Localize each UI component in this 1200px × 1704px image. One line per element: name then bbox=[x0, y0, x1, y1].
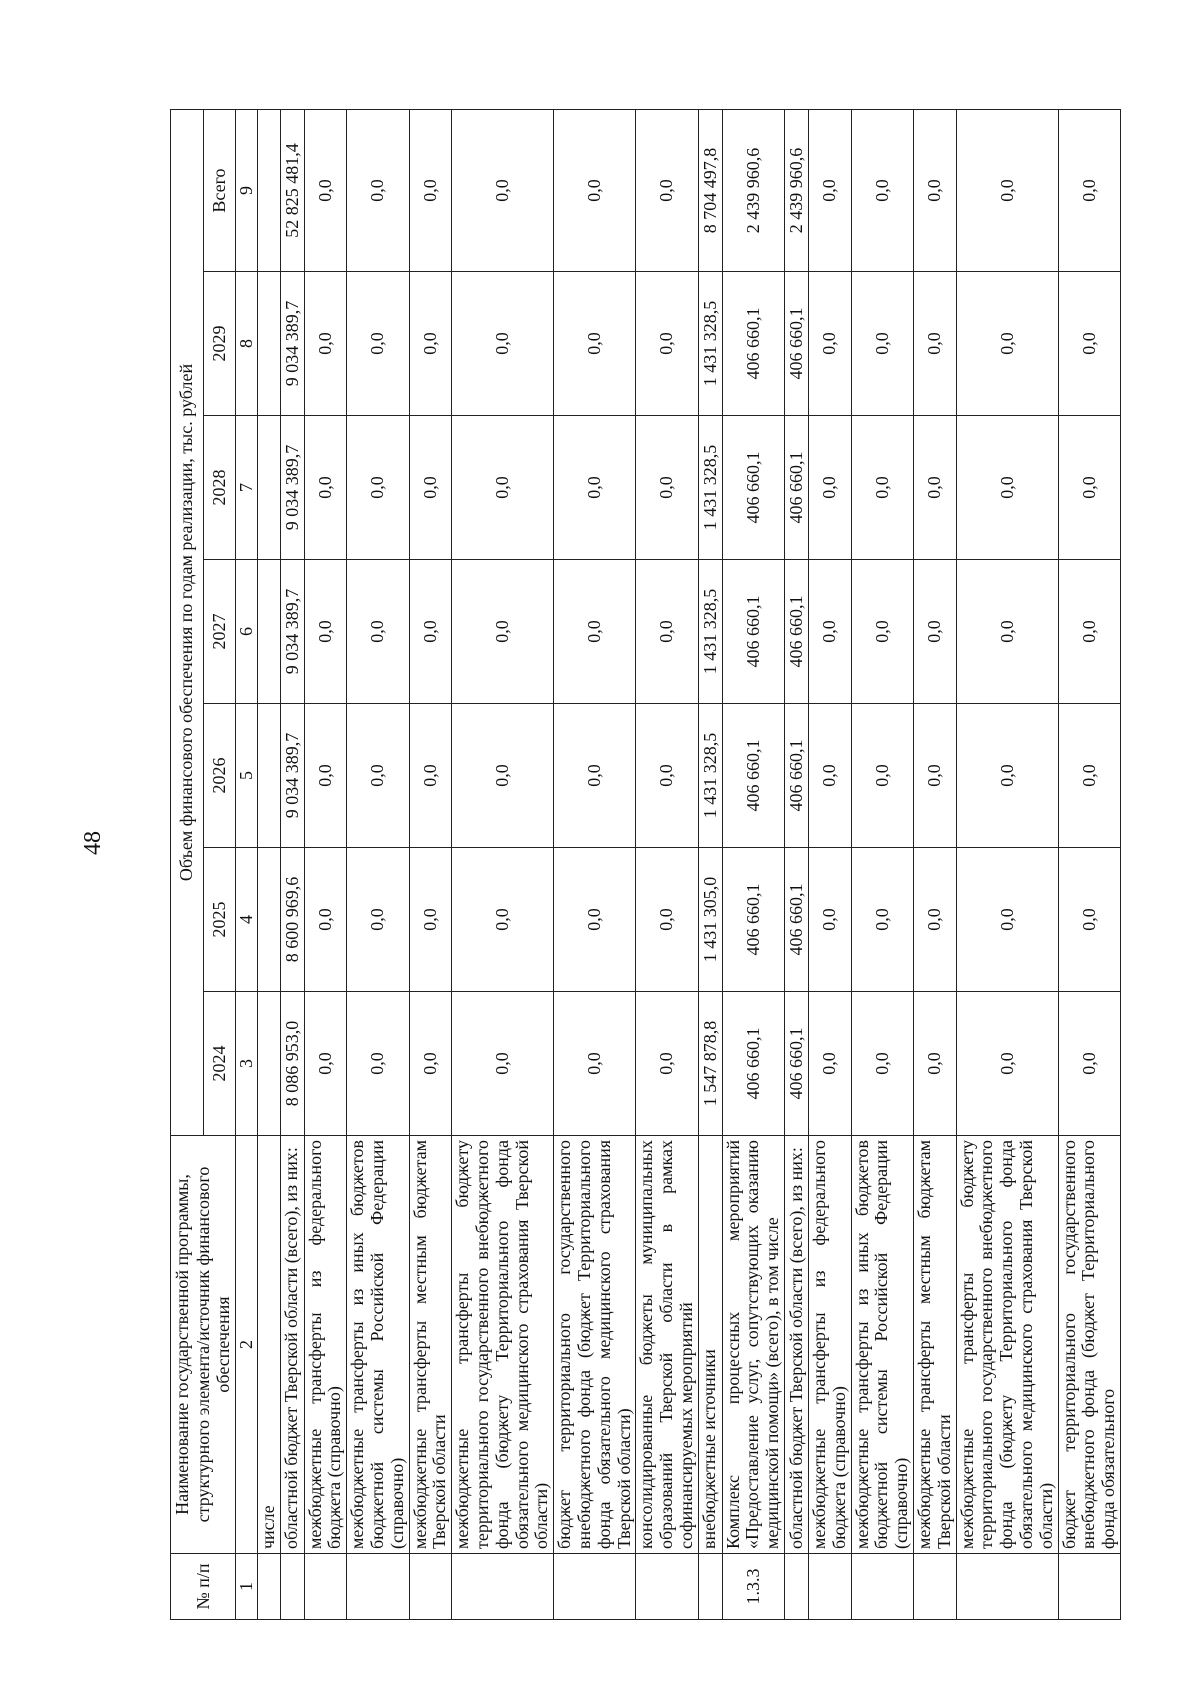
row-total: 0,0 bbox=[914, 110, 957, 272]
row-total: 2 439 960,6 bbox=[785, 110, 809, 272]
table-row bbox=[1058, 110, 1120, 1620]
row-name: межбюджетные трансферты бюджету территориального государственного внебюджетного фонда (бюджету Территориального фонда обязательного медицинского страхования Тверской области) bbox=[956, 1136, 1058, 1554]
row-total: 0,0 bbox=[636, 110, 698, 272]
row-value: 0,0 bbox=[347, 272, 409, 416]
row-value: 1 431 305,0 bbox=[698, 848, 722, 992]
row-value: 9 034 389,7 bbox=[280, 272, 304, 416]
row-value bbox=[257, 416, 280, 560]
row-name: числе bbox=[257, 1136, 280, 1554]
row-total: 0,0 bbox=[809, 110, 852, 272]
table-row bbox=[347, 110, 409, 1620]
row-value: 0,0 bbox=[1058, 848, 1120, 992]
row-value: 9 034 389,7 bbox=[280, 560, 304, 704]
table-row bbox=[809, 110, 852, 1620]
row-total: 0,0 bbox=[851, 110, 913, 272]
header-year: Всего bbox=[203, 110, 236, 272]
row-index bbox=[554, 1554, 636, 1620]
column-number: 8 bbox=[236, 272, 258, 416]
row-value: 0,0 bbox=[851, 416, 913, 560]
row-value: 0,0 bbox=[914, 560, 957, 704]
row-name: межбюджетные трансферты бюджету территориального государственного внебюджетного фонда (бюджету Территориального фонда обязательного медицинского страхования Тверской области) bbox=[452, 1136, 554, 1554]
column-number: 3 bbox=[236, 992, 258, 1136]
table-row bbox=[554, 110, 636, 1620]
row-name: межбюджетные трансферты из иных бюджетов бюджетной системы Российской Федерации (справочно) bbox=[851, 1136, 913, 1554]
row-name: консолидированные бюджеты муниципальных образований Тверской области в рамках софинансируемых мероприятий bbox=[636, 1136, 698, 1554]
row-value: 0,0 bbox=[1058, 992, 1120, 1136]
row-total: 0,0 bbox=[452, 110, 554, 272]
row-value: 0,0 bbox=[914, 704, 957, 848]
row-value: 0,0 bbox=[452, 272, 554, 416]
column-number: 4 bbox=[236, 848, 258, 992]
row-index: 1.3.3 bbox=[722, 1554, 784, 1620]
header-col-group: Объем финансового обеспечения по годам реализации, тыс. рублей bbox=[171, 110, 204, 1136]
row-name: областной бюджет Тверской области (всего), из них: bbox=[280, 1136, 304, 1554]
row-value: 0,0 bbox=[347, 704, 409, 848]
row-total: 0,0 bbox=[1058, 110, 1120, 272]
row-name: бюджет территориального государственного внебюджетного фонда (бюджет Территориального фонда обязательного медицинского страхования Тверской области) bbox=[554, 1136, 636, 1554]
row-value: 0,0 bbox=[409, 416, 452, 560]
row-value: 0,0 bbox=[554, 992, 636, 1136]
row-value: 0,0 bbox=[636, 704, 698, 848]
row-index bbox=[452, 1554, 554, 1620]
row-value: 0,0 bbox=[409, 992, 452, 1136]
row-index bbox=[1058, 1554, 1120, 1620]
row-index bbox=[347, 1554, 409, 1620]
row-value: 0,0 bbox=[636, 272, 698, 416]
row-value: 0,0 bbox=[809, 416, 852, 560]
row-value: 0,0 bbox=[809, 560, 852, 704]
row-total: 52 825 481,4 bbox=[280, 110, 304, 272]
table-row bbox=[280, 110, 304, 1620]
row-value bbox=[257, 272, 280, 416]
row-value: 0,0 bbox=[1058, 560, 1120, 704]
row-value: 0,0 bbox=[914, 848, 957, 992]
table-row bbox=[698, 110, 722, 1620]
header-year: 2027 bbox=[203, 560, 236, 704]
row-value bbox=[257, 992, 280, 1136]
row-value: 0,0 bbox=[636, 848, 698, 992]
header-year: 2029 bbox=[203, 272, 236, 416]
column-number: 2 bbox=[236, 1136, 258, 1554]
row-name: Комплекс процессных мероприятий «Предоставление услуг, сопутствующих оказанию медицинской помощи» (всего), в том числе bbox=[722, 1136, 784, 1554]
row-total: 8 704 497,8 bbox=[698, 110, 722, 272]
row-value: 1 431 328,5 bbox=[698, 704, 722, 848]
table-row bbox=[409, 110, 452, 1620]
row-value: 0,0 bbox=[636, 560, 698, 704]
row-value: 406 660,1 bbox=[785, 416, 809, 560]
column-number: 6 bbox=[236, 560, 258, 704]
row-value: 0,0 bbox=[452, 560, 554, 704]
row-value: 0,0 bbox=[409, 704, 452, 848]
row-total: 0,0 bbox=[956, 110, 1058, 272]
row-total: 0,0 bbox=[554, 110, 636, 272]
row-value: 0,0 bbox=[347, 416, 409, 560]
table-row bbox=[785, 110, 809, 1620]
row-value: 0,0 bbox=[409, 848, 452, 992]
row-value: 0,0 bbox=[304, 704, 347, 848]
row-value: 8 600 969,6 bbox=[280, 848, 304, 992]
row-value: 0,0 bbox=[554, 416, 636, 560]
table-row bbox=[956, 110, 1058, 1620]
row-value: 0,0 bbox=[809, 992, 852, 1136]
row-value: 0,0 bbox=[304, 416, 347, 560]
header-year: 2025 bbox=[203, 848, 236, 992]
row-value bbox=[257, 704, 280, 848]
row-value: 0,0 bbox=[956, 848, 1058, 992]
row-name: межбюджетные трансферты местным бюджетам Тверской области bbox=[409, 1136, 452, 1554]
header-year: 2026 bbox=[203, 704, 236, 848]
row-value bbox=[257, 560, 280, 704]
row-value: 0,0 bbox=[452, 992, 554, 1136]
financing-table bbox=[170, 109, 1121, 1620]
row-value: 0,0 bbox=[851, 560, 913, 704]
row-value: 0,0 bbox=[347, 560, 409, 704]
row-total: 0,0 bbox=[347, 110, 409, 272]
row-value: 406 660,1 bbox=[722, 704, 784, 848]
row-value: 0,0 bbox=[554, 272, 636, 416]
row-value: 0,0 bbox=[914, 272, 957, 416]
row-total: 0,0 bbox=[304, 110, 347, 272]
row-value: 0,0 bbox=[636, 992, 698, 1136]
row-index bbox=[280, 1554, 304, 1620]
table-row bbox=[452, 110, 554, 1620]
row-index bbox=[304, 1554, 347, 1620]
row-value: 8 086 953,0 bbox=[280, 992, 304, 1136]
row-value: 0,0 bbox=[1058, 272, 1120, 416]
row-value: 406 660,1 bbox=[722, 848, 784, 992]
row-value: 0,0 bbox=[914, 992, 957, 1136]
row-value bbox=[257, 848, 280, 992]
row-value: 0,0 bbox=[554, 704, 636, 848]
row-value: 1 431 328,5 bbox=[698, 272, 722, 416]
rotated-table-wrapper bbox=[170, 110, 1180, 1620]
row-value: 406 660,1 bbox=[722, 416, 784, 560]
row-value: 1 431 328,5 bbox=[698, 560, 722, 704]
row-index bbox=[785, 1554, 809, 1620]
header-col-name: Наименование государственной программы, структурного элемента/источник финансового обеспечения bbox=[171, 1136, 236, 1554]
row-value: 0,0 bbox=[554, 848, 636, 992]
row-name: межбюджетные трансферты из федерального бюджета (справочно) bbox=[304, 1136, 347, 1554]
row-index bbox=[809, 1554, 852, 1620]
row-value: 0,0 bbox=[409, 560, 452, 704]
row-total: 2 439 960,6 bbox=[722, 110, 784, 272]
row-value: 0,0 bbox=[347, 848, 409, 992]
row-value: 9 034 389,7 bbox=[280, 416, 304, 560]
header-year: 2028 bbox=[203, 416, 236, 560]
column-number: 7 bbox=[236, 416, 258, 560]
row-total: 0,0 bbox=[409, 110, 452, 272]
row-value: 1 547 878,8 bbox=[698, 992, 722, 1136]
row-value: 0,0 bbox=[851, 992, 913, 1136]
row-value: 0,0 bbox=[851, 848, 913, 992]
row-value: 0,0 bbox=[452, 704, 554, 848]
row-value: 9 034 389,7 bbox=[280, 704, 304, 848]
row-value: 0,0 bbox=[956, 272, 1058, 416]
row-value: 406 660,1 bbox=[785, 272, 809, 416]
row-value: 0,0 bbox=[347, 992, 409, 1136]
header-year: 2024 bbox=[203, 992, 236, 1136]
row-value: 0,0 bbox=[409, 272, 452, 416]
row-value: 0,0 bbox=[452, 416, 554, 560]
row-index bbox=[851, 1554, 913, 1620]
row-value: 406 660,1 bbox=[785, 704, 809, 848]
row-value: 406 660,1 bbox=[722, 272, 784, 416]
table-row bbox=[636, 110, 698, 1620]
row-value: 406 660,1 bbox=[785, 992, 809, 1136]
row-value: 1 431 328,5 bbox=[698, 416, 722, 560]
header-col-no: № п/п bbox=[171, 1554, 236, 1620]
row-value: 0,0 bbox=[956, 704, 1058, 848]
row-index bbox=[409, 1554, 452, 1620]
row-value: 0,0 bbox=[956, 992, 1058, 1136]
table-row bbox=[851, 110, 913, 1620]
row-name: областной бюджет Тверской области (всего), из них: bbox=[785, 1136, 809, 1554]
row-value: 0,0 bbox=[851, 272, 913, 416]
row-index bbox=[956, 1554, 1058, 1620]
row-value: 0,0 bbox=[636, 416, 698, 560]
column-number: 5 bbox=[236, 704, 258, 848]
row-value: 0,0 bbox=[809, 848, 852, 992]
row-value: 0,0 bbox=[809, 704, 852, 848]
row-name: межбюджетные трансферты из федерального бюджета (справочно) bbox=[809, 1136, 852, 1554]
page-number: 48 bbox=[80, 831, 106, 855]
column-number: 9 bbox=[236, 110, 258, 272]
row-value: 406 660,1 bbox=[722, 992, 784, 1136]
row-index bbox=[698, 1554, 722, 1620]
row-value: 0,0 bbox=[1058, 416, 1120, 560]
row-value: 0,0 bbox=[956, 416, 1058, 560]
table-row bbox=[257, 110, 280, 1620]
table-row bbox=[914, 110, 957, 1620]
row-index bbox=[636, 1554, 698, 1620]
table-row bbox=[722, 110, 784, 1620]
column-number: 1 bbox=[236, 1554, 258, 1620]
row-total bbox=[257, 110, 280, 272]
row-value: 0,0 bbox=[304, 992, 347, 1136]
row-value: 0,0 bbox=[304, 560, 347, 704]
row-value: 0,0 bbox=[956, 560, 1058, 704]
row-index bbox=[257, 1554, 280, 1620]
table-row bbox=[304, 110, 347, 1620]
row-name: внебюджетные источники bbox=[698, 1136, 722, 1554]
row-value: 0,0 bbox=[914, 416, 957, 560]
row-value: 0,0 bbox=[304, 848, 347, 992]
row-name: межбюджетные трансферты местным бюджетам Тверской области bbox=[914, 1136, 957, 1554]
row-value: 0,0 bbox=[851, 704, 913, 848]
row-name: межбюджетные трансферты из иных бюджетов бюджетной системы Российской Федерации (справочно) bbox=[347, 1136, 409, 1554]
row-value: 0,0 bbox=[809, 272, 852, 416]
row-value: 406 660,1 bbox=[722, 560, 784, 704]
row-value: 0,0 bbox=[304, 272, 347, 416]
row-value: 406 660,1 bbox=[785, 848, 809, 992]
row-name: бюджет территориального государственного внебюджетного фонда (бюджет Территориального фонда обязательного bbox=[1058, 1136, 1120, 1554]
row-value: 0,0 bbox=[554, 560, 636, 704]
row-value: 406 660,1 bbox=[785, 560, 809, 704]
row-index bbox=[914, 1554, 957, 1620]
row-value: 0,0 bbox=[452, 848, 554, 992]
row-value: 0,0 bbox=[1058, 704, 1120, 848]
